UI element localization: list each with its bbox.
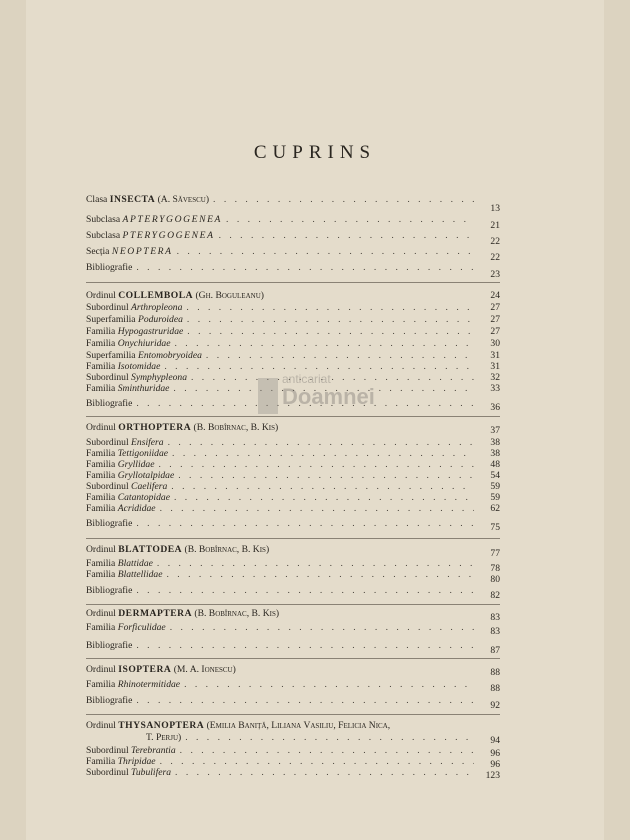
toc-entry-thysanoptera: Ordinul THYSANOPTERA (Emilia Baniță, Liliana Vasiliu, Felicia Nica, [86, 720, 391, 731]
section-divider [86, 282, 500, 283]
watermark-line1: anticariat [282, 372, 331, 386]
watermark-line2: Doamnei [282, 384, 375, 409]
toc-entry-neoptera: Secția NEOPTERA . . . 22 [86, 246, 500, 258]
page-number: 13 [490, 203, 500, 214]
section-divider [86, 538, 500, 539]
toc-entry: Subordinul Tubulifera . . . 123 [86, 767, 500, 779]
toc-entry: Subordinul Symphypleona . . . 32 [86, 372, 500, 384]
watermark-icon [258, 378, 278, 414]
toc-entry: Subordinul Arthropleona . . . 27 [86, 302, 500, 314]
toc-entry: Familia Gryllotalpidae . . . 54 [86, 470, 500, 482]
toc-entry: Familia Blattellidae . . . 80 [86, 569, 500, 581]
toc-entry: Familia Forficulidae . . . 83 [86, 622, 500, 634]
toc-entry: Familia Catantopidae . . . 59 [86, 492, 500, 504]
toc-entry: Superfamilia Entomobryoidea . . . 31 [86, 350, 500, 362]
toc-entry: Familia Thripidae . . . 96 [86, 756, 500, 768]
section-divider [86, 658, 500, 659]
toc-entry: Familia Gryllidae . . . 48 [86, 459, 500, 471]
section-divider [86, 604, 500, 605]
toc-entry-insecta: Clasa INSECTA (A. Săvescu) . . . 13 [86, 194, 500, 206]
toc-entry-collembola: Ordinul COLLEMBOLA (Gh. Boguleanu) 24 [86, 290, 500, 301]
toc-entry: Familia Acrididae . . . 62 [86, 503, 500, 515]
toc-entry: Superfamilia Poduroidea . . . 27 [86, 314, 500, 326]
toc-entry-bibliografie: Bibliografie . . . 82 [86, 585, 500, 597]
toc-entry: Familia Isotomidae . . . 31 [86, 361, 500, 373]
toc-entry: Familia Blattidae . . . 78 [86, 558, 500, 570]
toc-entry-dermaptera: Ordinul DERMAPTERA (B. Bobîrnac, B. Kis) 83 [86, 608, 500, 623]
toc-entry-bibliografie: Bibliografie . . . 36 [86, 398, 500, 410]
section-divider [86, 714, 500, 715]
toc-entry-blattodea: Ordinul BLATTODEA (B. Bobîrnac, B. Kis) 77 [86, 544, 500, 559]
toc-entry: Familia Onychiuridae . . . 30 [86, 338, 500, 350]
watermark-logo [258, 372, 418, 416]
toc-entry: Familia Rhinotermitidae . . . 88 [86, 679, 500, 691]
toc-entry: Subordinul Terebrantia . . . 96 [86, 745, 500, 757]
toc-entry-bibliografie: Bibliografie . . . 75 [86, 518, 500, 530]
toc-entry-bibliografie: Bibliografie . . . 87 [86, 640, 500, 652]
toc-entry-pterygogenea: Subclasa PTERYGOGENEA . . . 22 [86, 230, 500, 242]
toc-entry-apterygogenea: Subclasa APTERYGOGENEA . . . 21 [86, 214, 500, 226]
section-divider [86, 416, 500, 417]
toc-entry: Familia Tettigoniidae . . . 38 [86, 448, 500, 460]
toc-entry-continuation: T. Perju) . . . 94 [146, 732, 500, 744]
toc-entry: Familia Hypogastruridae . . . 27 [86, 326, 500, 338]
toc-entry-isoptera: Ordinul ISOPTERA (M. A. Ionescu) 88 [86, 664, 500, 678]
page-title: CUPRINS [253, 142, 377, 163]
toc-entry-bibliografie: Bibliografie . . . 23 [86, 262, 500, 274]
toc-entry: Subordinul Caelifera . . . 59 [86, 481, 500, 493]
toc-entry-bibliografie: Bibliografie . . . 92 [86, 695, 500, 707]
toc-entry-orthoptera: Ordinul ORTHOPTERA (B. Bobîrnac, B. Kis) 37 [86, 422, 500, 436]
toc-entry: Familia Sminthuridae . . . 33 [86, 383, 500, 395]
toc-entry: Subordinul Ensifera . . . 38 [86, 437, 500, 449]
